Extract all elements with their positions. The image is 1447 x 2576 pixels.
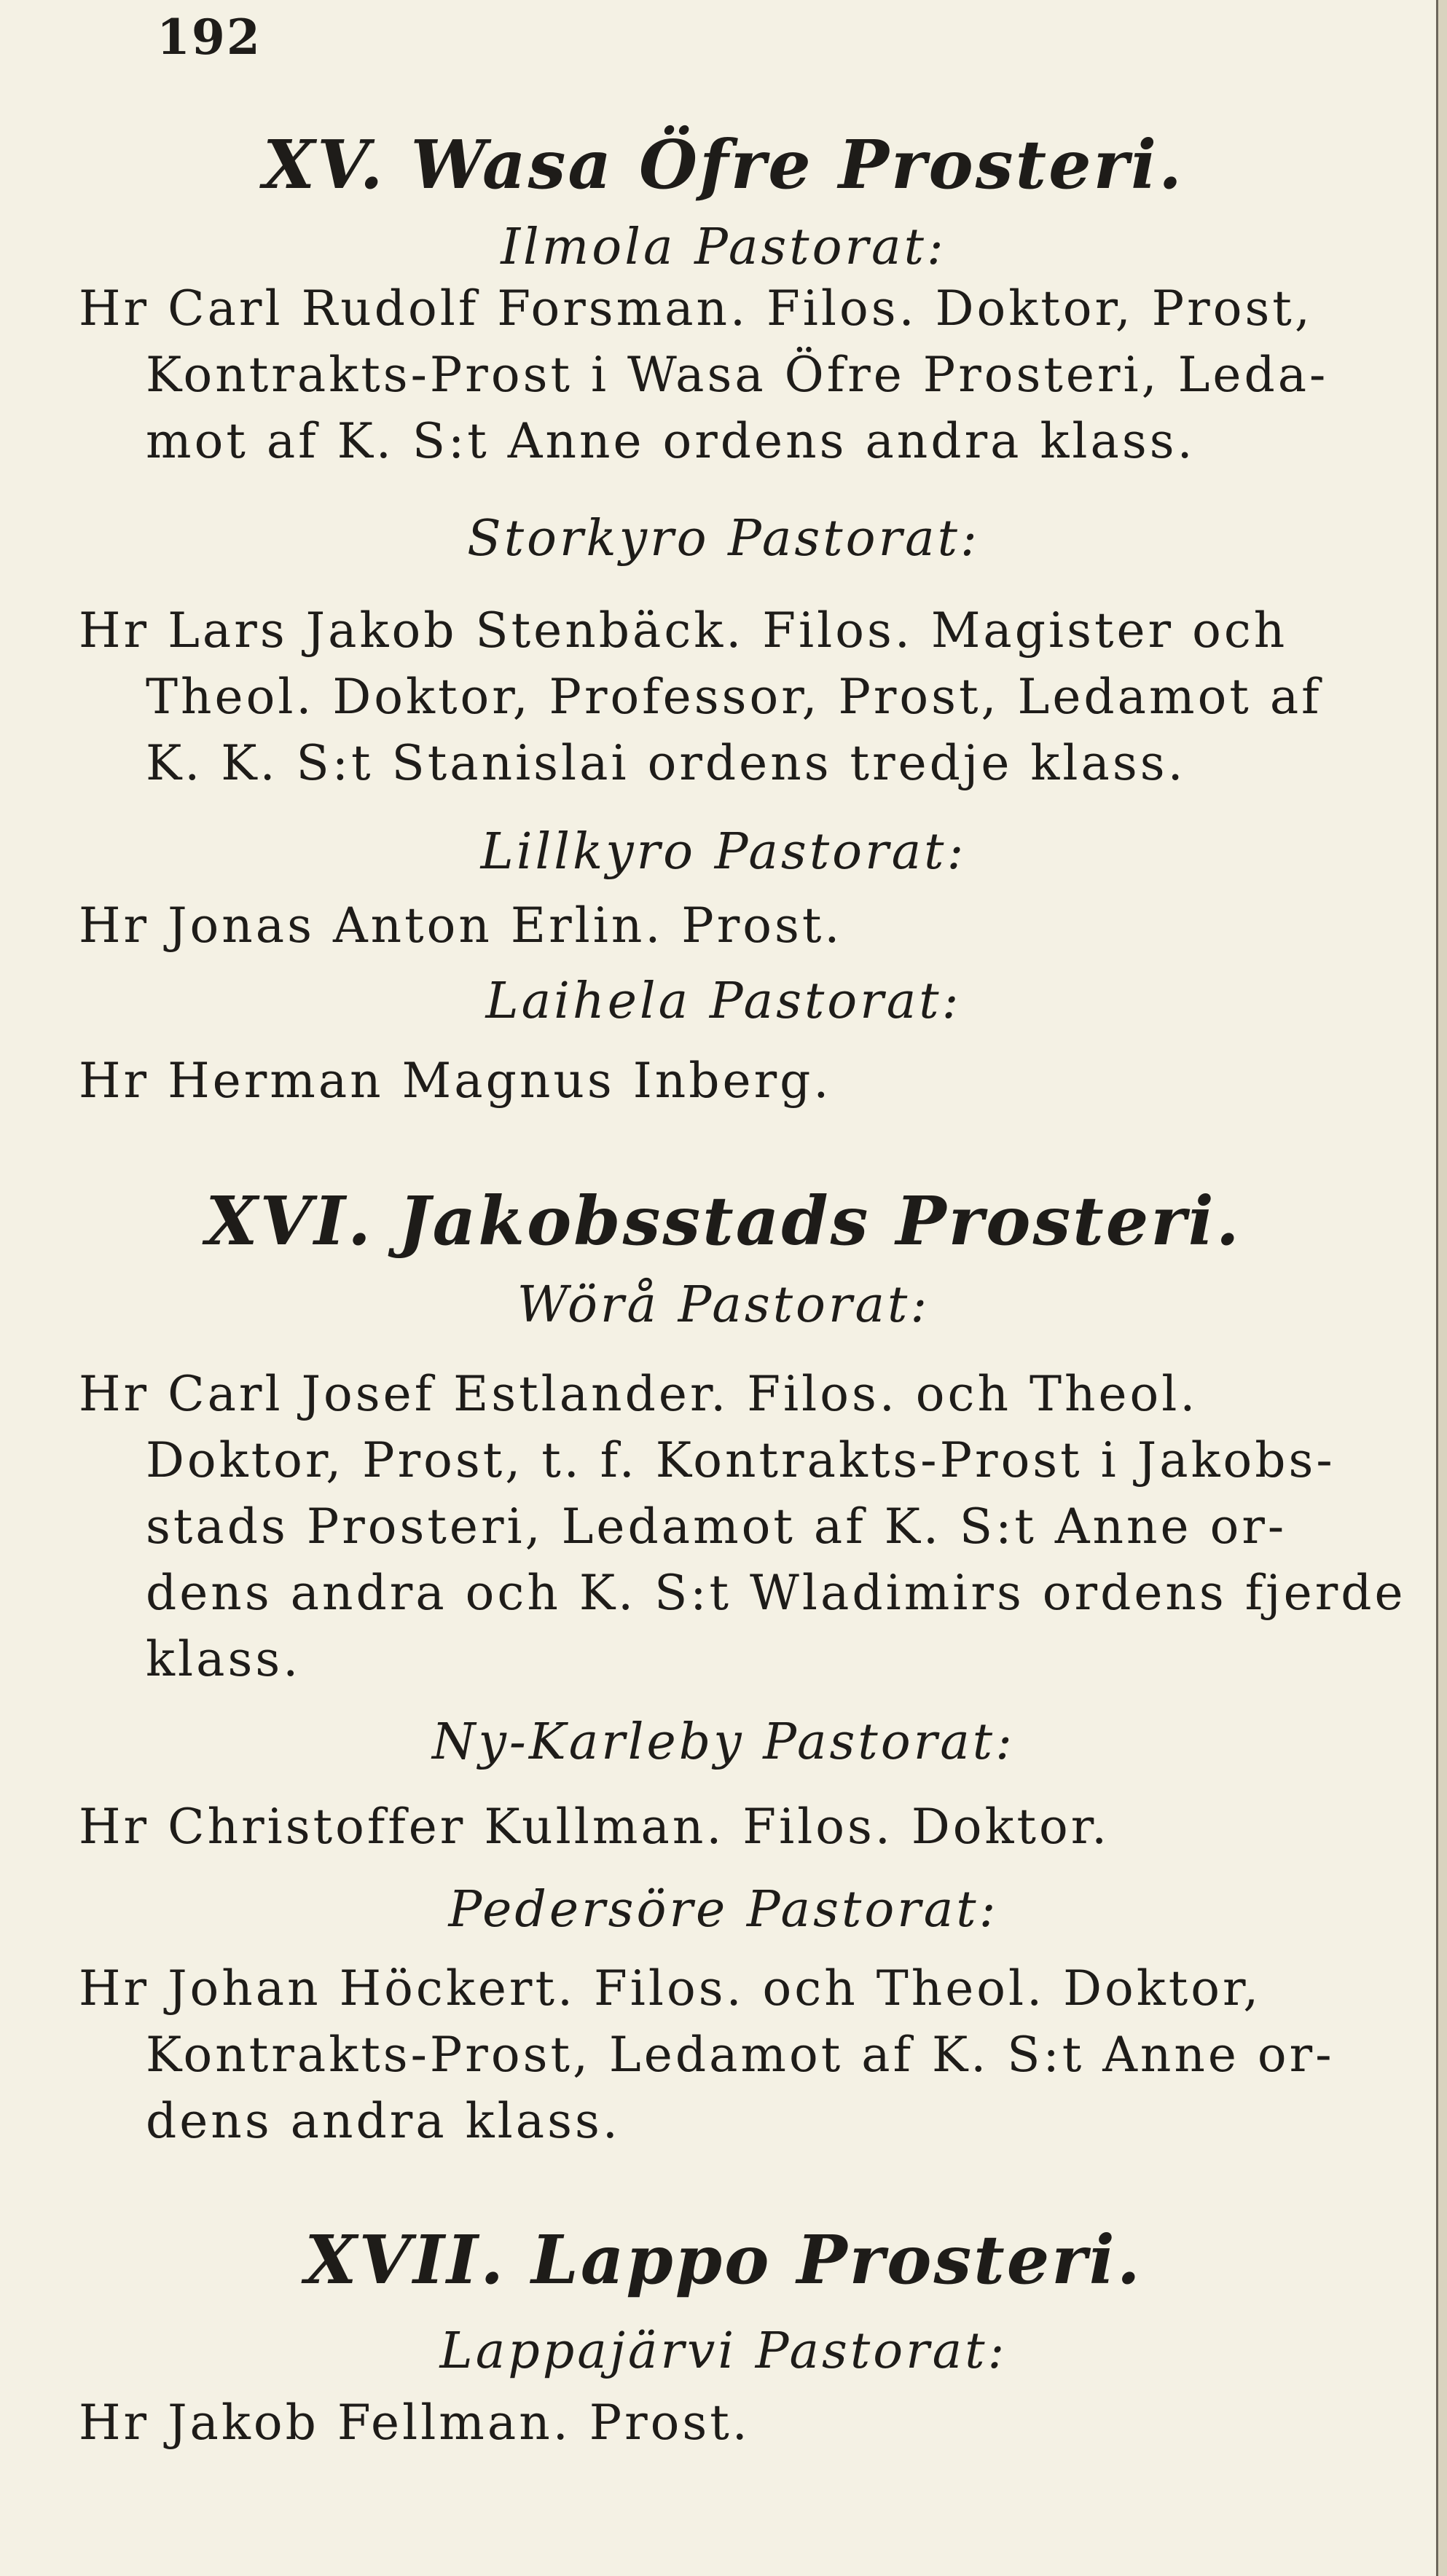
parish-heading-ny-karleby: Ny-Karleby Pastorat: [432,1713,1015,1771]
parish-entry-laihela [79,1048,1434,1114]
entry-line: mot af K. S:t Anne ordens andra klass. [146,413,1196,469]
section-heading-xvi: XVI. Jakobsstads Prosteri. [205,1182,1242,1260]
entry-line: Hr Jakob Fellman. Prost. [79,2395,750,2451]
parish-heading-ilmola: Ilmola Pastorat: [501,219,946,276]
parish-entry-pedersore [79,1955,1434,2154]
entry-line: Hr Christoffer Kullman. Filos. Doktor. [79,1799,1110,1855]
parish-entry-storkyro [79,597,1434,796]
parish-entry-ilmola [79,275,1434,474]
parish-heading-pedersore: Pedersöre Pastorat: [448,1881,999,1939]
section-heading-xv: XV. Wasa Öfre Prosteri. [262,125,1185,204]
entry-line: Kontrakts-Prost i Wasa Öfre Prosteri, Leda- [146,347,1329,403]
entry-line: Hr Johan Höckert. Filos. och Theol. Doktor, [79,1960,1262,2017]
entry-line: klass. [146,1631,302,1687]
entry-line: Hr Lars Jakob Stenbäck. Filos. Magister och [79,602,1288,659]
parish-heading-lappajarvi: Lappajärvi Pastorat: [439,2322,1008,2380]
entry-line: dens andra och K. S:t Wladimirs ordens fjerde [146,1565,1406,1621]
entry-line: Kontrakts-Prost, Ledamot af K. S:t Anne or- [146,2027,1335,2083]
parish-entry-ny-karleby [79,1794,1434,1860]
parish-entry-wora [79,1361,1434,1692]
parish-entry-lappajarvi [79,2390,1434,2456]
entry-line: Hr Carl Josef Estlander. Filos. och Theol. [79,1366,1199,1422]
parish-heading-wora: Wörå Pastorat: [517,1276,930,1334]
entry-line: Theol. Doktor, Professor, Prost, Ledamot af [146,669,1322,725]
parish-entry-lillkyro [79,892,1434,959]
entry-line: Hr Herman Magnus Inberg. [79,1053,832,1109]
entry-line: K. K. S:t Stanislai ordens tredje klass. [146,735,1186,791]
entry-line: Doktor, Prost, t. f. Kontrakts-Prost i Jakobs- [146,1432,1336,1488]
section-heading-xvii: XVII. Lappo Prosteri. [305,2220,1142,2299]
page-number: 192 [157,9,262,66]
entry-line: Hr Carl Rudolf Forsman. Filos. Doktor, Prost, [79,280,1313,337]
parish-heading-laihela: Laihela Pastorat: [485,973,962,1030]
entry-line: dens andra klass. [146,2093,621,2149]
entry-line: Hr Jonas Anton Erlin. Prost. [79,898,843,954]
parish-heading-storkyro: Storkyro Pastorat: [467,510,980,568]
entry-line: stads Prosteri, Ledamot af K. S:t Anne or- [146,1499,1287,1555]
parish-heading-lillkyro: Lillkyro Pastorat: [480,823,967,881]
